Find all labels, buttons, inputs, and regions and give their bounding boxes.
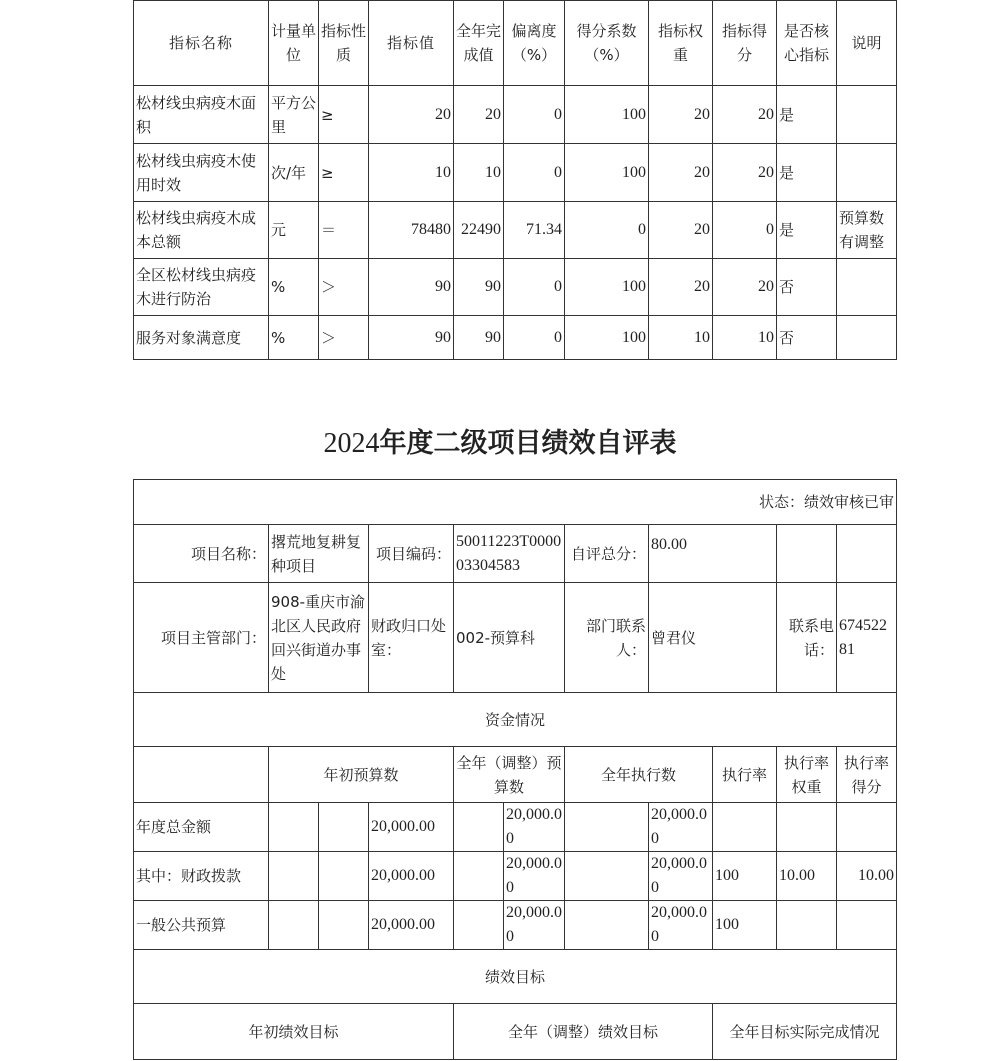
indicator-actual: 90 <box>454 316 504 360</box>
table-row <box>134 803 897 852</box>
funds-adjusted: 20,000.00 <box>504 803 565 852</box>
self-evaluation-table <box>133 479 897 1060</box>
funds-adjusted: 20,000.00 <box>504 852 565 901</box>
indicator-unit: 元 <box>269 202 319 259</box>
self-score-label: 自评总分： <box>565 525 649 583</box>
project-info-row <box>134 525 897 583</box>
indicator-name: 松材线虫病疫木成本总额 <box>134 202 269 259</box>
indicator-coef: 100 <box>565 316 649 360</box>
indicator-actual: 90 <box>454 259 504 316</box>
empty-cell <box>454 852 504 901</box>
funds-executed: 20,000.00 <box>649 852 713 901</box>
self-score: 80.00 <box>649 525 777 583</box>
title-text: 年度二级项目绩效自评表 <box>379 428 677 459</box>
funds-row-label: 其中：财政拨款 <box>134 852 269 901</box>
page-title <box>0 422 1000 466</box>
empty-cell <box>319 901 369 950</box>
indicator-weight: 20 <box>649 144 713 202</box>
indicator-score: 20 <box>713 259 777 316</box>
indicator-nature: ＞ <box>319 316 369 360</box>
header-cell: 指标权重 <box>649 1 713 86</box>
empty-cell <box>269 803 319 852</box>
contact-value: 曾君仪 <box>649 583 777 693</box>
contact-label: 部门联系人： <box>565 583 649 693</box>
indicator-weight: 20 <box>649 202 713 259</box>
header-cell: 得分系数（%） <box>565 1 649 86</box>
empty-cell <box>565 852 649 901</box>
indicator-note: 预算数有调整 <box>837 202 897 259</box>
goals-actual-header: 全年目标实际完成情况 <box>713 1004 897 1060</box>
indicator-core: 否 <box>777 316 837 360</box>
goals-initial-header: 年初绩效目标 <box>134 1004 454 1060</box>
table-row <box>134 202 897 259</box>
indicator-score: 20 <box>713 86 777 144</box>
table-row <box>134 852 897 901</box>
project-code: 50011223T000003304583 <box>454 525 565 583</box>
indicator-core: 是 <box>777 144 837 202</box>
project-name-label: 项目名称： <box>134 525 269 583</box>
indicator-name: 松材线虫病疫木面积 <box>134 86 269 144</box>
funds-initial: 20,000.00 <box>369 852 454 901</box>
indicator-nature: ≥ <box>319 144 369 202</box>
funds-row-label: 一般公共预算 <box>134 901 269 950</box>
phone-label: 联系电话： <box>777 583 837 693</box>
indicator-value: 90 <box>369 316 454 360</box>
indicator-deviation: 71.34 <box>504 202 565 259</box>
indicator-name: 全区松材线虫病疫木进行防治 <box>134 259 269 316</box>
indicator-score: 0 <box>713 202 777 259</box>
empty-cell <box>837 525 897 583</box>
funds-rate-score: 10.00 <box>837 852 897 901</box>
funds-header-rate-weight: 执行率权重 <box>777 747 837 803</box>
funds-adjusted: 20,000.00 <box>504 901 565 950</box>
table-row <box>134 901 897 950</box>
header-cell: 指标名称 <box>134 1 269 86</box>
project-code-label: 项目编码： <box>369 525 454 583</box>
funds-executed: 20,000.00 <box>649 901 713 950</box>
indicator-weight: 20 <box>649 259 713 316</box>
table-row <box>134 144 897 202</box>
header-cell: 是否核心指标 <box>777 1 837 86</box>
dept-value: 908-重庆市渝北区人民政府回兴街道办事处 <box>269 583 369 693</box>
header-cell: 偏离度（%） <box>504 1 565 86</box>
indicator-nature: ＝ <box>319 202 369 259</box>
indicator-deviation: 0 <box>504 316 565 360</box>
header-cell: 指标性质 <box>319 1 369 86</box>
empty-cell <box>454 901 504 950</box>
indicator-name: 服务对象满意度 <box>134 316 269 360</box>
funds-section-row <box>134 693 897 747</box>
indicator-score: 10 <box>713 316 777 360</box>
indicator-core: 是 <box>777 202 837 259</box>
finance-value: 002-预算科 <box>454 583 565 693</box>
finance-label: 财政归口处室： <box>369 583 454 693</box>
header-cell: 说明 <box>837 1 897 86</box>
phone-value: 67452281 <box>837 583 897 693</box>
indicator-note <box>837 144 897 202</box>
goals-section-title: 绩效目标 <box>134 950 897 1004</box>
funds-header-row <box>134 747 897 803</box>
indicator-actual: 20 <box>454 86 504 144</box>
indicator-deviation: 0 <box>504 86 565 144</box>
indicator-nature: ＞ <box>319 259 369 316</box>
indicator-value: 78480 <box>369 202 454 259</box>
goals-adjusted-header: 全年（调整）绩效目标 <box>454 1004 713 1060</box>
empty-cell <box>565 901 649 950</box>
indicator-value: 20 <box>369 86 454 144</box>
indicator-actual: 22490 <box>454 202 504 259</box>
indicator-note <box>837 316 897 360</box>
indicator-score: 20 <box>713 144 777 202</box>
funds-rate-weight <box>777 803 837 852</box>
funds-initial: 20,000.00 <box>369 803 454 852</box>
department-row <box>134 583 897 693</box>
funds-rate-score <box>837 803 897 852</box>
project-name: 撂荒地复耕复种项目 <box>269 525 369 583</box>
indicator-unit: 次/年 <box>269 144 319 202</box>
empty-cell <box>319 852 369 901</box>
indicator-note <box>837 259 897 316</box>
indicator-deviation: 0 <box>504 259 565 316</box>
indicator-deviation: 0 <box>504 144 565 202</box>
status-row <box>134 480 897 525</box>
indicator-coef: 100 <box>565 86 649 144</box>
funds-header-executed: 全年执行数 <box>565 747 713 803</box>
header-cell: 计量单位 <box>269 1 319 86</box>
funds-rate: 100 <box>713 901 777 950</box>
header-cell: 指标得分 <box>713 1 777 86</box>
funds-header-rate: 执行率 <box>713 747 777 803</box>
indicator-value: 90 <box>369 259 454 316</box>
funds-header-rate-score: 执行率得分 <box>837 747 897 803</box>
header-cell: 指标值 <box>369 1 454 86</box>
indicator-value: 10 <box>369 144 454 202</box>
indicator-name: 松材线虫病疫木使用时效 <box>134 144 269 202</box>
indicator-nature: ≥ <box>319 86 369 144</box>
header-cell: 全年完成值 <box>454 1 504 86</box>
funds-row-label: 年度总金额 <box>134 803 269 852</box>
indicator-unit: % <box>269 316 319 360</box>
empty-cell <box>565 803 649 852</box>
dept-label: 项目主管部门： <box>134 583 269 693</box>
funds-section-title: 资金情况 <box>134 693 897 747</box>
indicator-note <box>837 86 897 144</box>
funds-rate-weight <box>777 901 837 950</box>
empty-cell <box>269 901 319 950</box>
indicator-header-row <box>134 1 897 86</box>
funds-executed: 20,000.00 <box>649 803 713 852</box>
indicator-unit: 平方公里 <box>269 86 319 144</box>
title-year: 2024 <box>323 428 380 459</box>
funds-header-adjusted: 全年（调整）预算数 <box>454 747 565 803</box>
table-row <box>134 316 897 360</box>
goals-header-row <box>134 1004 897 1060</box>
indicator-coef: 0 <box>565 202 649 259</box>
indicator-unit: % <box>269 259 319 316</box>
indicator-core: 否 <box>777 259 837 316</box>
funds-rate-score <box>837 901 897 950</box>
funds-header-initial: 年初预算数 <box>269 747 454 803</box>
indicator-weight: 10 <box>649 316 713 360</box>
indicator-actual: 10 <box>454 144 504 202</box>
indicator-coef: 100 <box>565 144 649 202</box>
table-row <box>134 259 897 316</box>
indicator-weight: 20 <box>649 86 713 144</box>
table-row <box>134 86 897 144</box>
indicator-core: 是 <box>777 86 837 144</box>
empty-cell <box>319 803 369 852</box>
indicator-table <box>133 0 897 360</box>
empty-cell <box>269 852 319 901</box>
funds-initial: 20,000.00 <box>369 901 454 950</box>
goals-section-row <box>134 950 897 1004</box>
indicator-coef: 100 <box>565 259 649 316</box>
funds-rate <box>713 803 777 852</box>
empty-cell <box>454 803 504 852</box>
funds-rate: 100 <box>713 852 777 901</box>
status-text: 状态：绩效审核已审 <box>134 480 897 525</box>
empty-cell <box>134 747 269 803</box>
empty-cell <box>777 525 837 583</box>
funds-rate-weight: 10.00 <box>777 852 837 901</box>
